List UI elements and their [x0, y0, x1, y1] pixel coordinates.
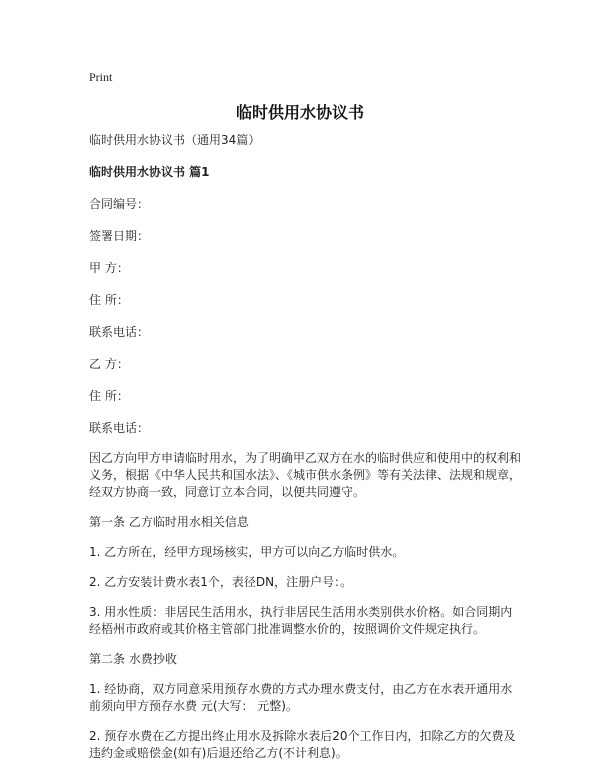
article-1-item-2: 2. 乙方安装计费水表1个，表径DN，注册户号：。: [89, 575, 353, 589]
document-body: [89, 132, 521, 762]
intro-paragraph: 因乙方向甲方申请临时用水，为了明确甲乙双方在水的临时供应和使用中的权利和义务，根据《中华人民共和国水法》、《城市供水条例》等有关法律、法规和规章，经双方协商一致，同意订立本合同，以便共同遵守。: [89, 451, 522, 499]
article-2-title: 第二条 水费抄收: [89, 652, 177, 666]
article-2-item-2: 2. 预存水费在乙方提出终止用水及拆除水表后20个工作日内，扣除乙方的欠费及违约金或赔偿金(如有)后退还给乙方(不计利息)。: [89, 729, 516, 760]
article-1-item-3: 3. 用水性质：非居民生活用水，执行非居民生活用水类别供水价格。如合同期内经梧州市政府或其价格主管部门批准调整水价的，按照调价文件规定执行。: [89, 605, 513, 636]
field-party-a-address: 住 所：: [89, 293, 129, 307]
document-subtitle: 临时供用水协议书（通用34篇）: [89, 133, 261, 147]
article-1-title: 第一条 乙方临时用水相关信息: [89, 515, 249, 529]
field-contract-number: 合同编号：: [89, 197, 150, 211]
field-party-a: 甲 方：: [89, 261, 129, 275]
field-party-b-phone: 联系电话：: [89, 421, 150, 435]
field-party-b-address: 住 所：: [89, 389, 129, 403]
field-party-b: 乙 方：: [89, 357, 129, 371]
section-heading: 临时供用水协议书 篇1: [89, 165, 210, 179]
article-2-item-1: 1. 经协商，双方同意采用预存水费的方式办理水费支付，由乙方在水表开通用水前须向甲方预存水费 元(大写： 元整)。: [89, 682, 513, 713]
print-link[interactable]: Print: [89, 70, 113, 84]
field-party-a-phone: 联系电话：: [89, 325, 150, 339]
document-title: 临时供用水协议书: [235, 103, 364, 122]
field-signing-date: 签署日期：: [89, 229, 150, 243]
article-1-item-1: 1. 乙方所在，经甲方现场核实，甲方可以向乙方临时供水。: [89, 545, 405, 559]
